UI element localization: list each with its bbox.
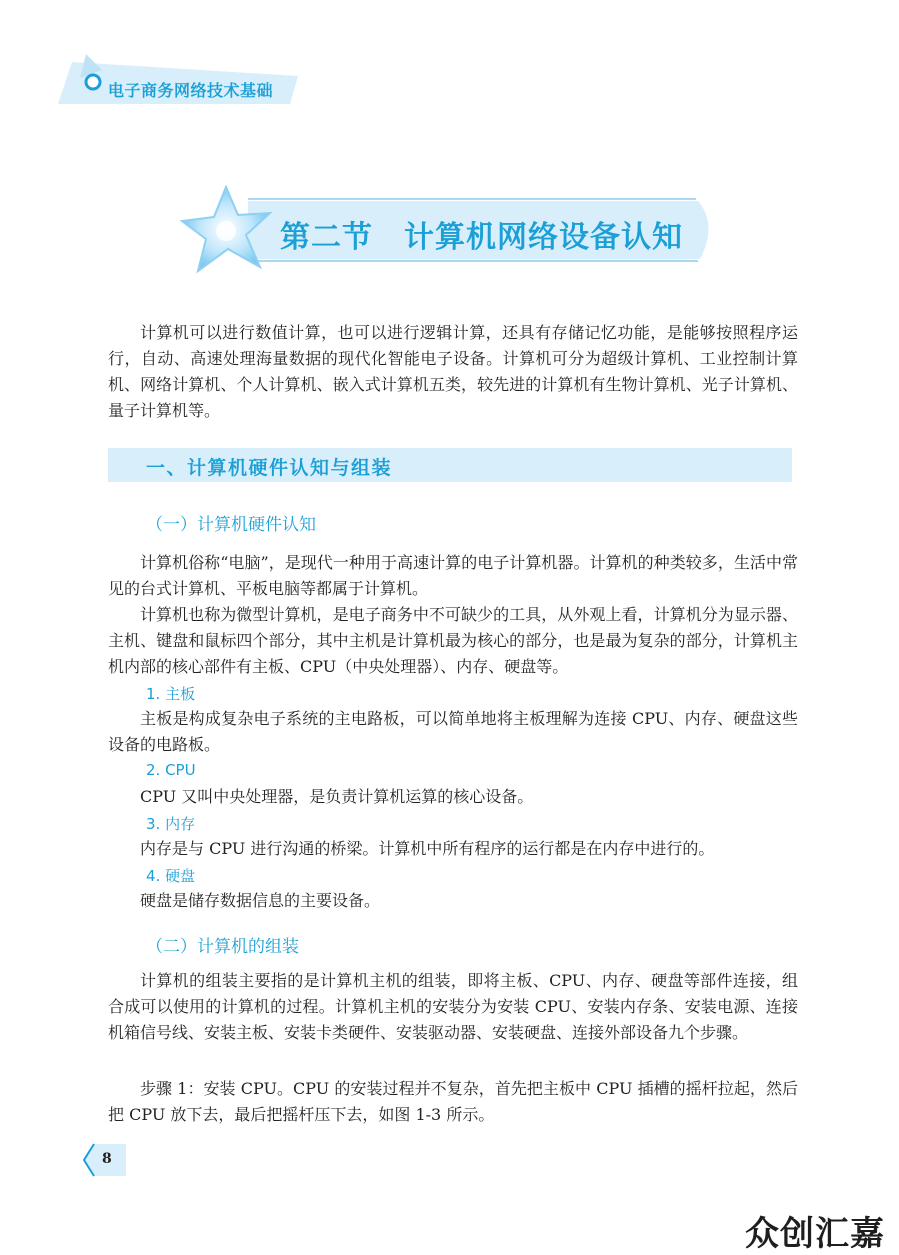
paragraph: 内存是与 CPU 进行沟通的桥梁。计算机中所有程序的运行都是在内存中进行的。 bbox=[140, 839, 715, 858]
paragraph: 步骤 1：安装 CPU。CPU 的安装过程并不复杂，首先把主板中 CPU 插槽的摇杆拉起，然后把 CPU 放下去，最后把摇杆压下去，如图 1-3 所示。 bbox=[108, 1079, 798, 1124]
section-banner bbox=[178, 185, 718, 280]
paragraph: 硬盘是储存数据信息的主要设备。 bbox=[140, 891, 381, 910]
paragraph: CPU 又叫中央处理器，是负责计算机运算的核心设备。 bbox=[140, 787, 534, 806]
book-title: 电子商务网络技术基础 bbox=[108, 81, 274, 100]
section-title: 第二节 计算机网络设备认知 bbox=[280, 220, 683, 255]
page-number: 8 bbox=[102, 1151, 112, 1167]
item-heading-cpu: 2. CPU bbox=[146, 761, 196, 779]
item-heading-mainboard: 1. 主板 bbox=[146, 685, 196, 703]
item-heading-harddisk: 4. 硬盘 bbox=[146, 867, 196, 885]
intro-paragraph: 计算机可以进行数值计算，也可以进行逻辑计算，还具有存储记忆功能，是能够按照程序运行，自动、高速处理海量数据的现代化智能电子设备。计算机可分为超级计算机、工业控制计算机、网络计算机、个人计算机、嵌入式计算机五类，较先进的计算机有生物计算机、光子计算机、量子计算机等。 bbox=[108, 323, 798, 420]
watermark: 众创汇嘉 bbox=[745, 1214, 885, 1254]
subsection-1-title: （一）计算机硬件认知 bbox=[146, 515, 316, 535]
subsection-2-title: （二）计算机的组装 bbox=[146, 937, 299, 957]
heading-1: 一、计算机硬件认知与组装 bbox=[146, 457, 393, 479]
paragraph: 计算机也称为微型计算机，是电子商务中不可缺少的工具，从外观上看，计算机分为显示器、主机、键盘和鼠标四个部分，其中主机是计算机最为核心的部分，也是最为复杂的部分，计算机主机内部的核心部件有主板、CPU（中央处理器）、内存、硬盘等。 bbox=[108, 605, 798, 676]
heading-1-bar bbox=[108, 448, 792, 482]
page-number-badge bbox=[82, 1140, 126, 1180]
paragraph: 计算机的组装主要指的是计算机主机的组装，即将主板、CPU、内存、硬盘等部件连接，组合成可以使用的计算机的过程。计算机主机的安装分为安装 CPU、安装内存条、安装电源、连接机箱信号线、安装主板、安装卡类硬件、安装驱动器、安装硬盘、连接外部设备九个步骤。 bbox=[108, 971, 798, 1042]
item-heading-memory: 3. 内存 bbox=[146, 815, 196, 833]
paragraph: 计算机俗称“电脑”，是现代一种用于高速计算的电子计算机器。计算机的种类较多，生活中常见的台式计算机、平板电脑等都属于计算机。 bbox=[108, 553, 798, 598]
paragraph: 主板是构成复杂电子系统的主电路板，可以简单地将主板理解为连接 CPU、内存、硬盘这些设备的电路板。 bbox=[108, 709, 798, 754]
running-header bbox=[58, 52, 308, 104]
